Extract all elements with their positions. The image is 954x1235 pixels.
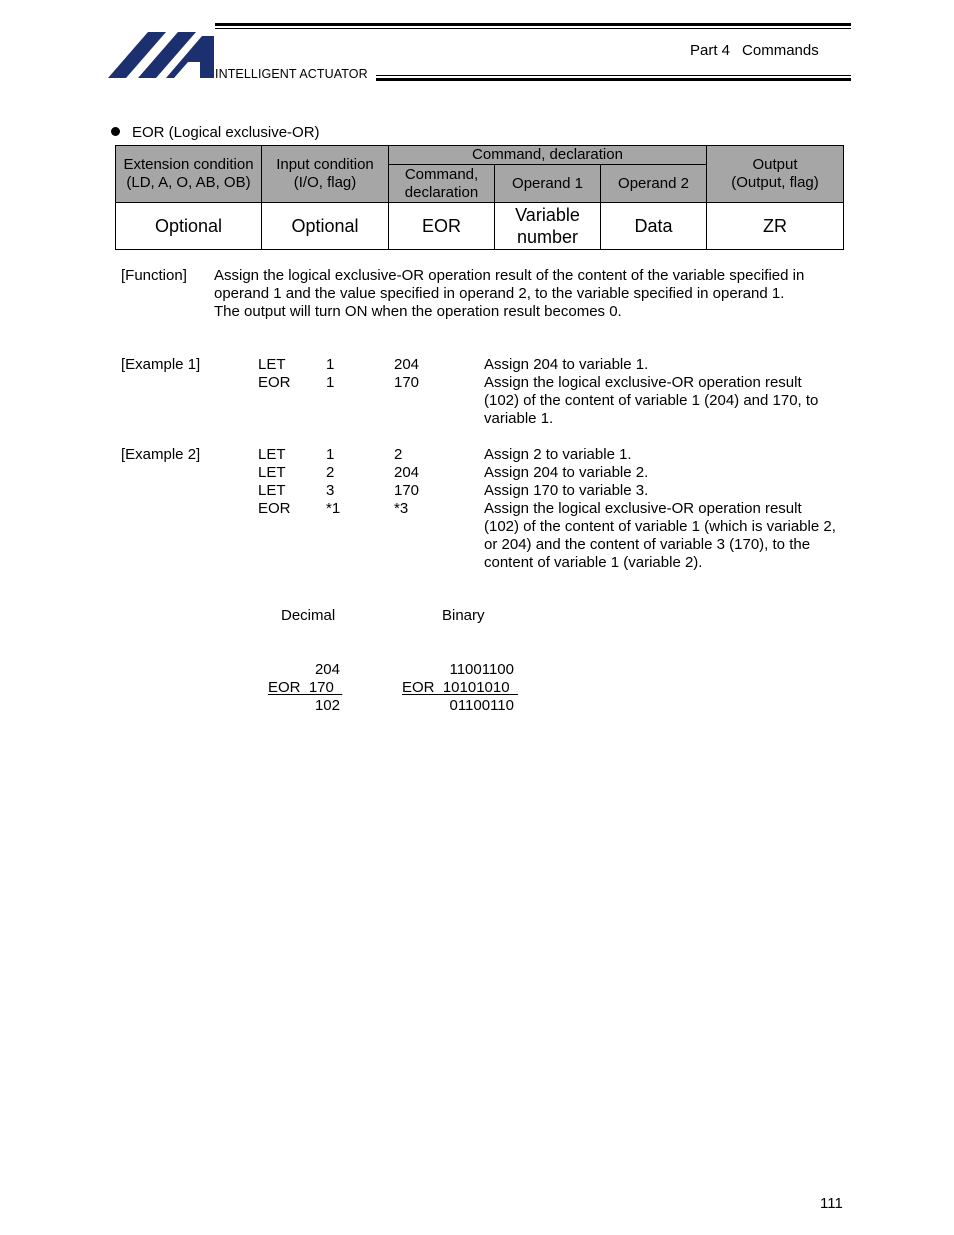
ex2-row4-desc-line-4: content of variable 1 (variable 2).	[484, 554, 703, 571]
ex2-row1-operand1: 1	[326, 446, 335, 463]
ex2-row4-desc-line-3: or 204) and the content of variable 3 (170), to the	[484, 536, 811, 553]
ex2-row2-operand2: 204	[394, 464, 420, 481]
decimal-operand-1: 204	[314, 661, 340, 678]
brand-name: INTELLIGENT ACTUATOR	[215, 67, 368, 81]
ex2-row3-operand2: 170	[394, 482, 420, 499]
ex1-row2-desc-line-1: Assign the logical exclusive-OR operation result	[484, 374, 802, 391]
bullet	[111, 127, 120, 136]
header-part	[690, 42, 819, 60]
ex1-row2-desc-line-3: variable 1.	[484, 410, 554, 427]
header-command-declaration: Command, declaration	[389, 146, 707, 165]
function-line-1: Assign the logical exclusive-OR operation result of the content of the variable specified in	[214, 267, 805, 284]
ex1-row1-command: LET	[258, 356, 286, 373]
binary-operand-1: 11001100	[449, 661, 514, 678]
ex1-row1-operand1: 1	[326, 356, 335, 373]
value-input-condition: Optional	[262, 203, 389, 250]
ex2-row1-operand2: 2	[394, 446, 403, 463]
header-extension-condition: Extension condition (LD, A, O, AB, OB)	[116, 146, 262, 203]
binary-label: Binary	[442, 607, 485, 624]
function-line-2: operand 1 and the value specified in operand 2, to the variable specified in operand 1.	[214, 285, 785, 302]
ex1-row1-desc: Assign 204 to variable 1.	[484, 356, 649, 373]
ex2-row2-desc: Assign 204 to variable 2.	[484, 464, 649, 481]
header-operand-2: Operand 2	[601, 165, 707, 203]
decimal-result: 102	[314, 697, 340, 714]
ex2-row2-operand1: 2	[326, 464, 335, 481]
example-2-label: [Example 2]	[121, 446, 201, 463]
ex2-row3-desc: Assign 170 to variable 3.	[484, 482, 649, 499]
example-1-label: [Example 1]	[121, 356, 201, 373]
ex1-row2-command: EOR	[258, 374, 291, 391]
ex2-row1-command: LET	[258, 446, 286, 463]
ex1-row2-desc-line-2: (102) of the content of variable 1 (204) and 170, to	[484, 392, 819, 409]
header-rule-top-thin	[215, 28, 851, 29]
binary-result: 01100110	[449, 697, 514, 714]
ex1-row2-operand1: 1	[326, 374, 335, 391]
command-table	[115, 145, 844, 250]
ex1-row2-operand2: 170	[394, 374, 420, 391]
part-label: Part 4	[690, 42, 731, 59]
ex2-row4-desc-line-2: (102) of the content of variable 1 (which is variable 2,	[484, 518, 836, 535]
function-label: [Function]	[121, 267, 187, 284]
binary-operand-2: EOR 10101010	[402, 679, 510, 696]
decimal-label: Decimal	[281, 607, 336, 624]
header-command: Command, declaration	[389, 165, 495, 203]
ex1-row1-operand2: 204	[394, 356, 420, 373]
section-label: Commands	[742, 42, 819, 59]
ex2-row4-command: EOR	[258, 500, 291, 517]
header-rule-top-thick	[215, 23, 851, 26]
value-extension-condition: Optional	[116, 203, 262, 250]
page-number: 111	[820, 1195, 843, 1212]
header-rule-bottom-thick	[376, 78, 851, 81]
ex2-row3-command: LET	[258, 482, 286, 499]
ex2-row4-operand1: *1	[326, 500, 341, 517]
value-operand-2: Data	[601, 203, 707, 250]
function-line-3: The output will turn ON when the operation result becomes 0.	[214, 303, 622, 320]
decimal-operand-2: EOR 170	[268, 679, 334, 696]
value-operand-1: Variable number	[495, 203, 601, 250]
value-output: ZR	[707, 203, 844, 250]
ex2-row3-operand1: 3	[326, 482, 335, 499]
header-operand-1: Operand 1	[495, 165, 601, 203]
ex2-row1-desc: Assign 2 to variable 1.	[484, 446, 632, 463]
header-input-condition: Input condition (I/O, flag)	[262, 146, 389, 203]
header-rule-bottom-thin	[376, 75, 851, 76]
ex2-row2-command: LET	[258, 464, 286, 481]
header-output: Output (Output, flag)	[707, 146, 844, 203]
ex2-row4-desc-line-1: Assign the logical exclusive-OR operation result	[484, 500, 802, 517]
ex2-row4-operand2: *3	[394, 500, 409, 517]
ia-logo	[108, 32, 214, 78]
section-heading: EOR (Logical exclusive-OR)	[132, 124, 320, 141]
value-command: EOR	[389, 203, 495, 250]
